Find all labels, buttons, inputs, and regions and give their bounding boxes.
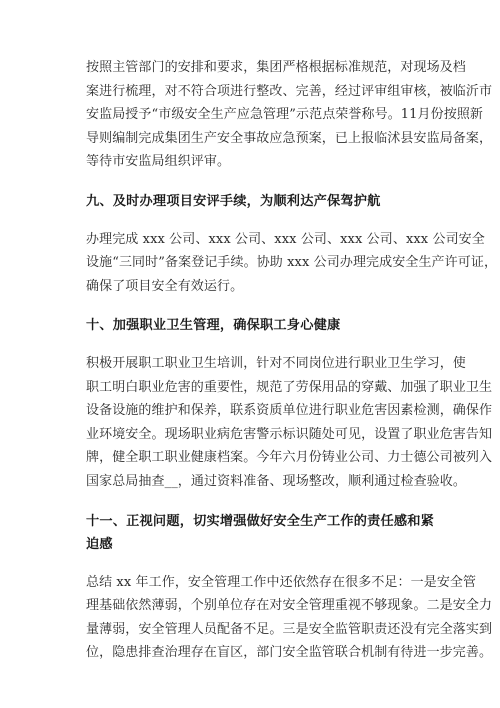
paragraph-archive-review	[86, 56, 493, 174]
text-line: 案进行梳理，对不符合项进行整改、完善，经过评审组审核，被临沂市	[86, 83, 493, 99]
section-heading-10: 十、加强职业卫生管理，确保职工身心健康	[86, 318, 341, 334]
document-page	[86, 56, 498, 665]
text-line: 办理完成 xxx 公司、xxx 公司、xxx 公司、xxx 公司、xxx 公司安全	[86, 231, 485, 247]
text-line: 业环境安全。现场职业病危害警示标识随处可见，设置了职业危害告知	[86, 426, 493, 442]
text-line: 导则编制完成集团生产安全事故应急预案，已上报临沭县安监局备案，	[86, 130, 493, 146]
text-line: 国家总局抽查__，通过资料准备、现场整改，顺利通过检查验收。	[86, 473, 467, 489]
text-line: 积极开展职工职业卫生培训，针对不同岗位进行职业卫生学习，使	[86, 355, 466, 371]
paragraph-safety-assessment	[86, 228, 498, 299]
paragraph-occupational-health	[86, 352, 493, 494]
text-line: 理基础依然薄弱，个别单位存在对安全管理重视不够现象。二是安全力	[86, 598, 493, 614]
section-heading-9: 九、及时办理项目安评手续，为顺利达产保驾护航	[86, 193, 381, 209]
text-line: 安监局授予“市级安全生产应急管理”示范点荣誉称号。11月份按照新	[86, 107, 484, 123]
text-line: 牌，健全职工职业健康档案。今年六月份铸业公司、力士德公司被列入	[86, 450, 493, 466]
paragraph-problems-summary	[86, 571, 493, 665]
text-line: 量薄弱，安全管理人员配备不足。三是安全监管职责还没有完全落实到	[86, 621, 493, 637]
section-heading-11: 十一、正视问题，切实增强做好安全生产工作的责任感和紧迫感	[86, 513, 435, 553]
text-line: 按照主管部门的安排和要求，集团严格根据标准规范，对现场及档	[86, 60, 466, 75]
text-line: 等待市安监局组织评审。	[86, 154, 231, 170]
text-line: 设施“三同时”备案登记手续。协助 xxx 公司办理完成安全生产许可证，	[86, 255, 498, 271]
text-line: 总结 xx 年工作，安全管理工作中还依然存在很多不足：一是安全管	[86, 574, 477, 590]
text-line: 职工明白职业危害的重要性，规范了劳保用品的穿戴、加强了职业卫生	[86, 379, 493, 395]
text-line: 位，隐患排查治理存在盲区，部门安全监管联合机制有待进一步完善。	[86, 645, 493, 661]
text-line: 设备设施的维护和保养，联系资质单位进行职业危害因素检测，确保作	[86, 403, 493, 419]
text-line: 确保了项目安全有效运行。	[86, 278, 244, 294]
